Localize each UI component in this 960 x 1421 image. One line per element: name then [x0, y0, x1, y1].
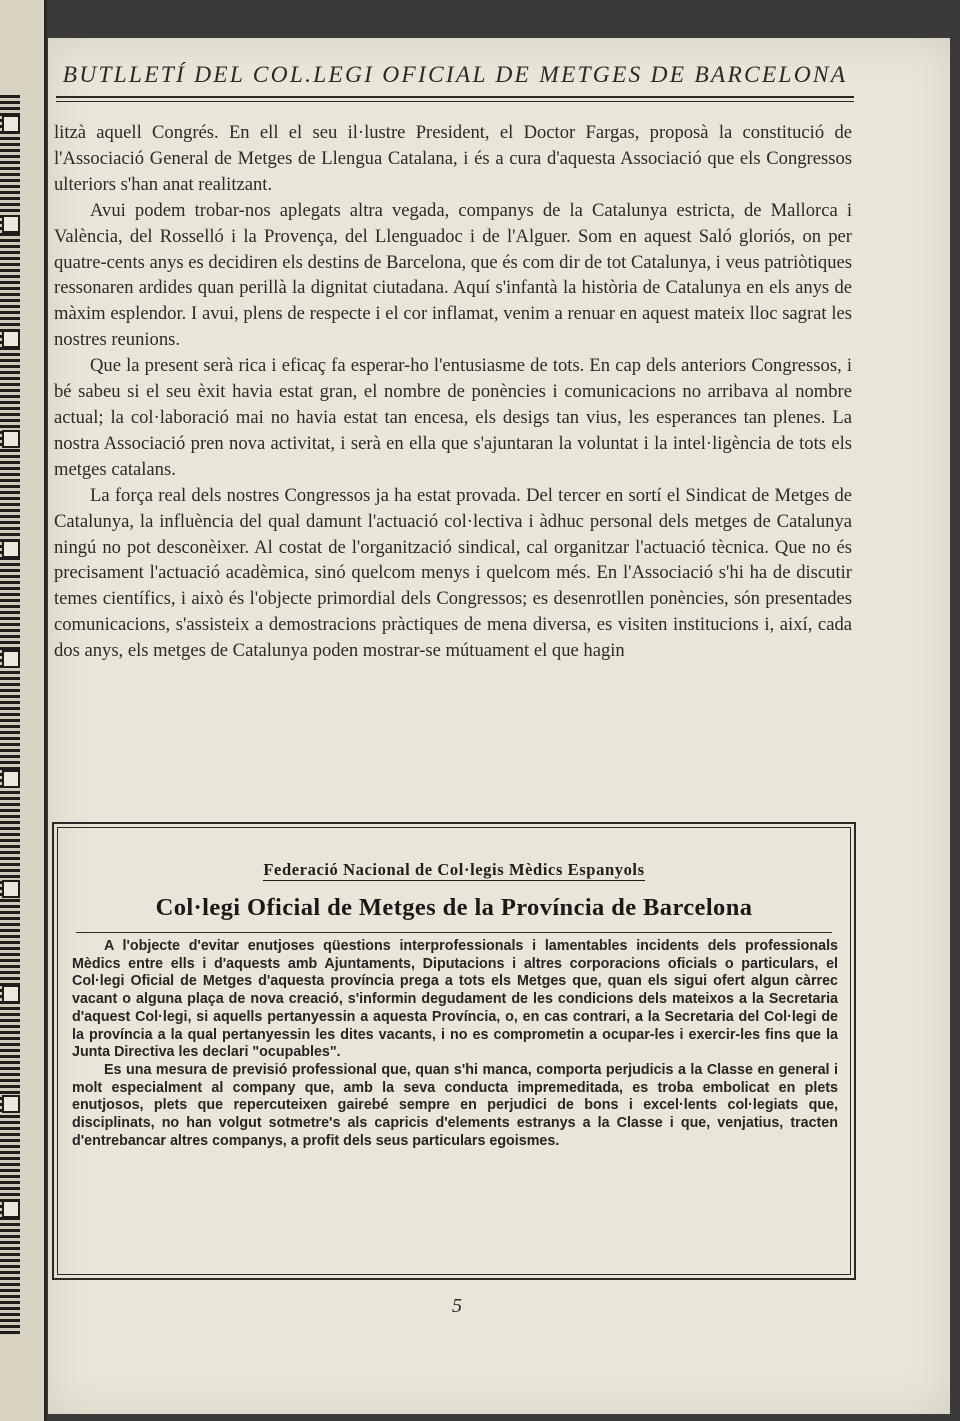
binding-diamond-mark — [2, 330, 20, 348]
binding-diamond-mark — [2, 215, 20, 233]
binding-diamond-mark — [2, 1200, 20, 1218]
adjacent-page-edge — [0, 0, 47, 1421]
running-header: BUTLLETÍ DEL COL.LEGI OFICIAL DE METGES DE BARCELONA — [62, 62, 848, 88]
body-paragraph: litzà aquell Congrés. En ell el seu il·lustre President, el Doctor Fargas, proposà la constitució de l'Associació General de Metges de Llengua Catalana, i és a cura d'aquesta Associació que els Congressos ulteriors s'han anat realitzant. — [54, 122, 852, 195]
college-heading: Col·legi Oficial de Metges de la Província de Barcelona — [155, 894, 753, 921]
body-paragraph: Avui podem trobar-nos aplegats altra vegada, companys de la Catalunya estricta, de Mallorca i València, del Rosselló i la Provença, del Llenguadoc i de l'Alguer. Som en aquest Saló gloriós, on per quatre-cents anys es decidiren els destins de Barcelona, que és com dir de tot Catalunya, i veus patriòtiques ressonaren ardides quan perillà la dignitat ciutadana. Aquí s'infantà la història de Catalunya en els anys de màxim esplendor. I avui, plens de respecte i el cor inflamat, venim a renuar en aquest mateix lloc sagrat les nostres reunions. — [54, 199, 852, 351]
binding-diamond-mark — [2, 650, 20, 668]
notice-paragraph: A l'objecte d'evitar enutjoses qüestions interprofessionals i lamentables incidents dels professionals Mèdics entre ells i d'aquests amb Ajuntaments, Diputacions i altres corporacions oficials o particulars, el Col·legi Oficial de Metges d'aquesta província prega a tots els Metges que, quan els sigui ofert algun càrrec vacant o alguna plaça de nova creació, s'informin degudament de les condicions dels mateixos a la Secretaria d'aquest Col·legi, si aquells pertanyessin a aquesta Província, o, en cas contrari, a la Secretaria del Col·legi de la província a la qual pertanyessin les dites vacants, i no es comprometin a ocupar-les i exercir-les fins que la Junta Directiva les declari "ocupables". — [72, 938, 838, 1061]
notice-box — [52, 822, 856, 1280]
notice-heading-rule — [76, 932, 832, 933]
binding-diamond-mark — [2, 430, 20, 448]
federation-heading-text: Federació Nacional de Col·legis Mèdics Espanyols — [263, 860, 645, 879]
binding-diamond-mark — [2, 1095, 20, 1113]
binding-diamond-mark — [2, 540, 20, 558]
binding-diamond-mark — [2, 985, 20, 1003]
binding-strip — [0, 95, 20, 1335]
header-rule — [56, 96, 854, 98]
article-body — [54, 120, 852, 664]
binding-diamond-mark — [2, 880, 20, 898]
body-paragraph: Que la present serà rica i eficaç fa esperar-ho l'entusiasme de tots. En cap dels anteriors Congressos, i bé sabeu si el seu èxit havia estat gran, el nombre de ponències i comunicacions no arribava al nombre actual; la col·laboració mai no havia estat tan encesa, els desigs tan vius, les esperances tan plenes. La nostra Associació pren nova activitat, i serà en ella que s'ajuntaran la voluntat i la intel·ligència de tots els metges catalans. — [54, 355, 852, 480]
notice-paragraph: Es una mesura de previsió professional que, quan s'hi manca, comporta perjudicis a la Classe en general i molt especialment al company que, amb la seva conducta impremeditada, es troba embolicat en plets enutjosos, plets que repercuteixen gairebé sempre en perjudici de bons i excel·lents col·legiats que, disciplinats, no han volgut sotmetre's als capricis d'elements estranys a la Classe i que, venjatius, tracten d'entrebancar altres companys, a profit dels seus particulars egoismes. — [72, 1061, 838, 1149]
body-paragraph: La força real dels nostres Congressos ja ha estat provada. Del tercer en sortí el Sindicat de Metges de Catalunya, la influència del qual damunt l'actuació col·lectiva i àdhuc personal dels metges de Catalunya ningú no pot desconèixer. Al costat de l'organització sindical, cal organitzar l'actuació tècnica. Que no és precisament l'actuació acadèmica, sinó quelcom menys i quelcom més. En l'Associació s'hi ha de discutir temes científics, i això és l'objecte primordial dels Congressos; es desenrotllen ponències, són presentades comunicacions, s'assisteix a demostracions pràctiques de mena diversa, es visiten institucions i, així, cada dos anys, els metges de Catalunya poden mostrar-se mútuament el que hagin — [54, 484, 852, 662]
page-number: 5 — [452, 1295, 462, 1317]
header-rule-thin — [56, 101, 854, 102]
federation-heading — [58, 860, 850, 880]
notice-text — [72, 938, 838, 1150]
notice-inner-border — [57, 827, 851, 1275]
binding-diamond-mark — [2, 115, 20, 133]
binding-diamond-mark — [2, 770, 20, 788]
